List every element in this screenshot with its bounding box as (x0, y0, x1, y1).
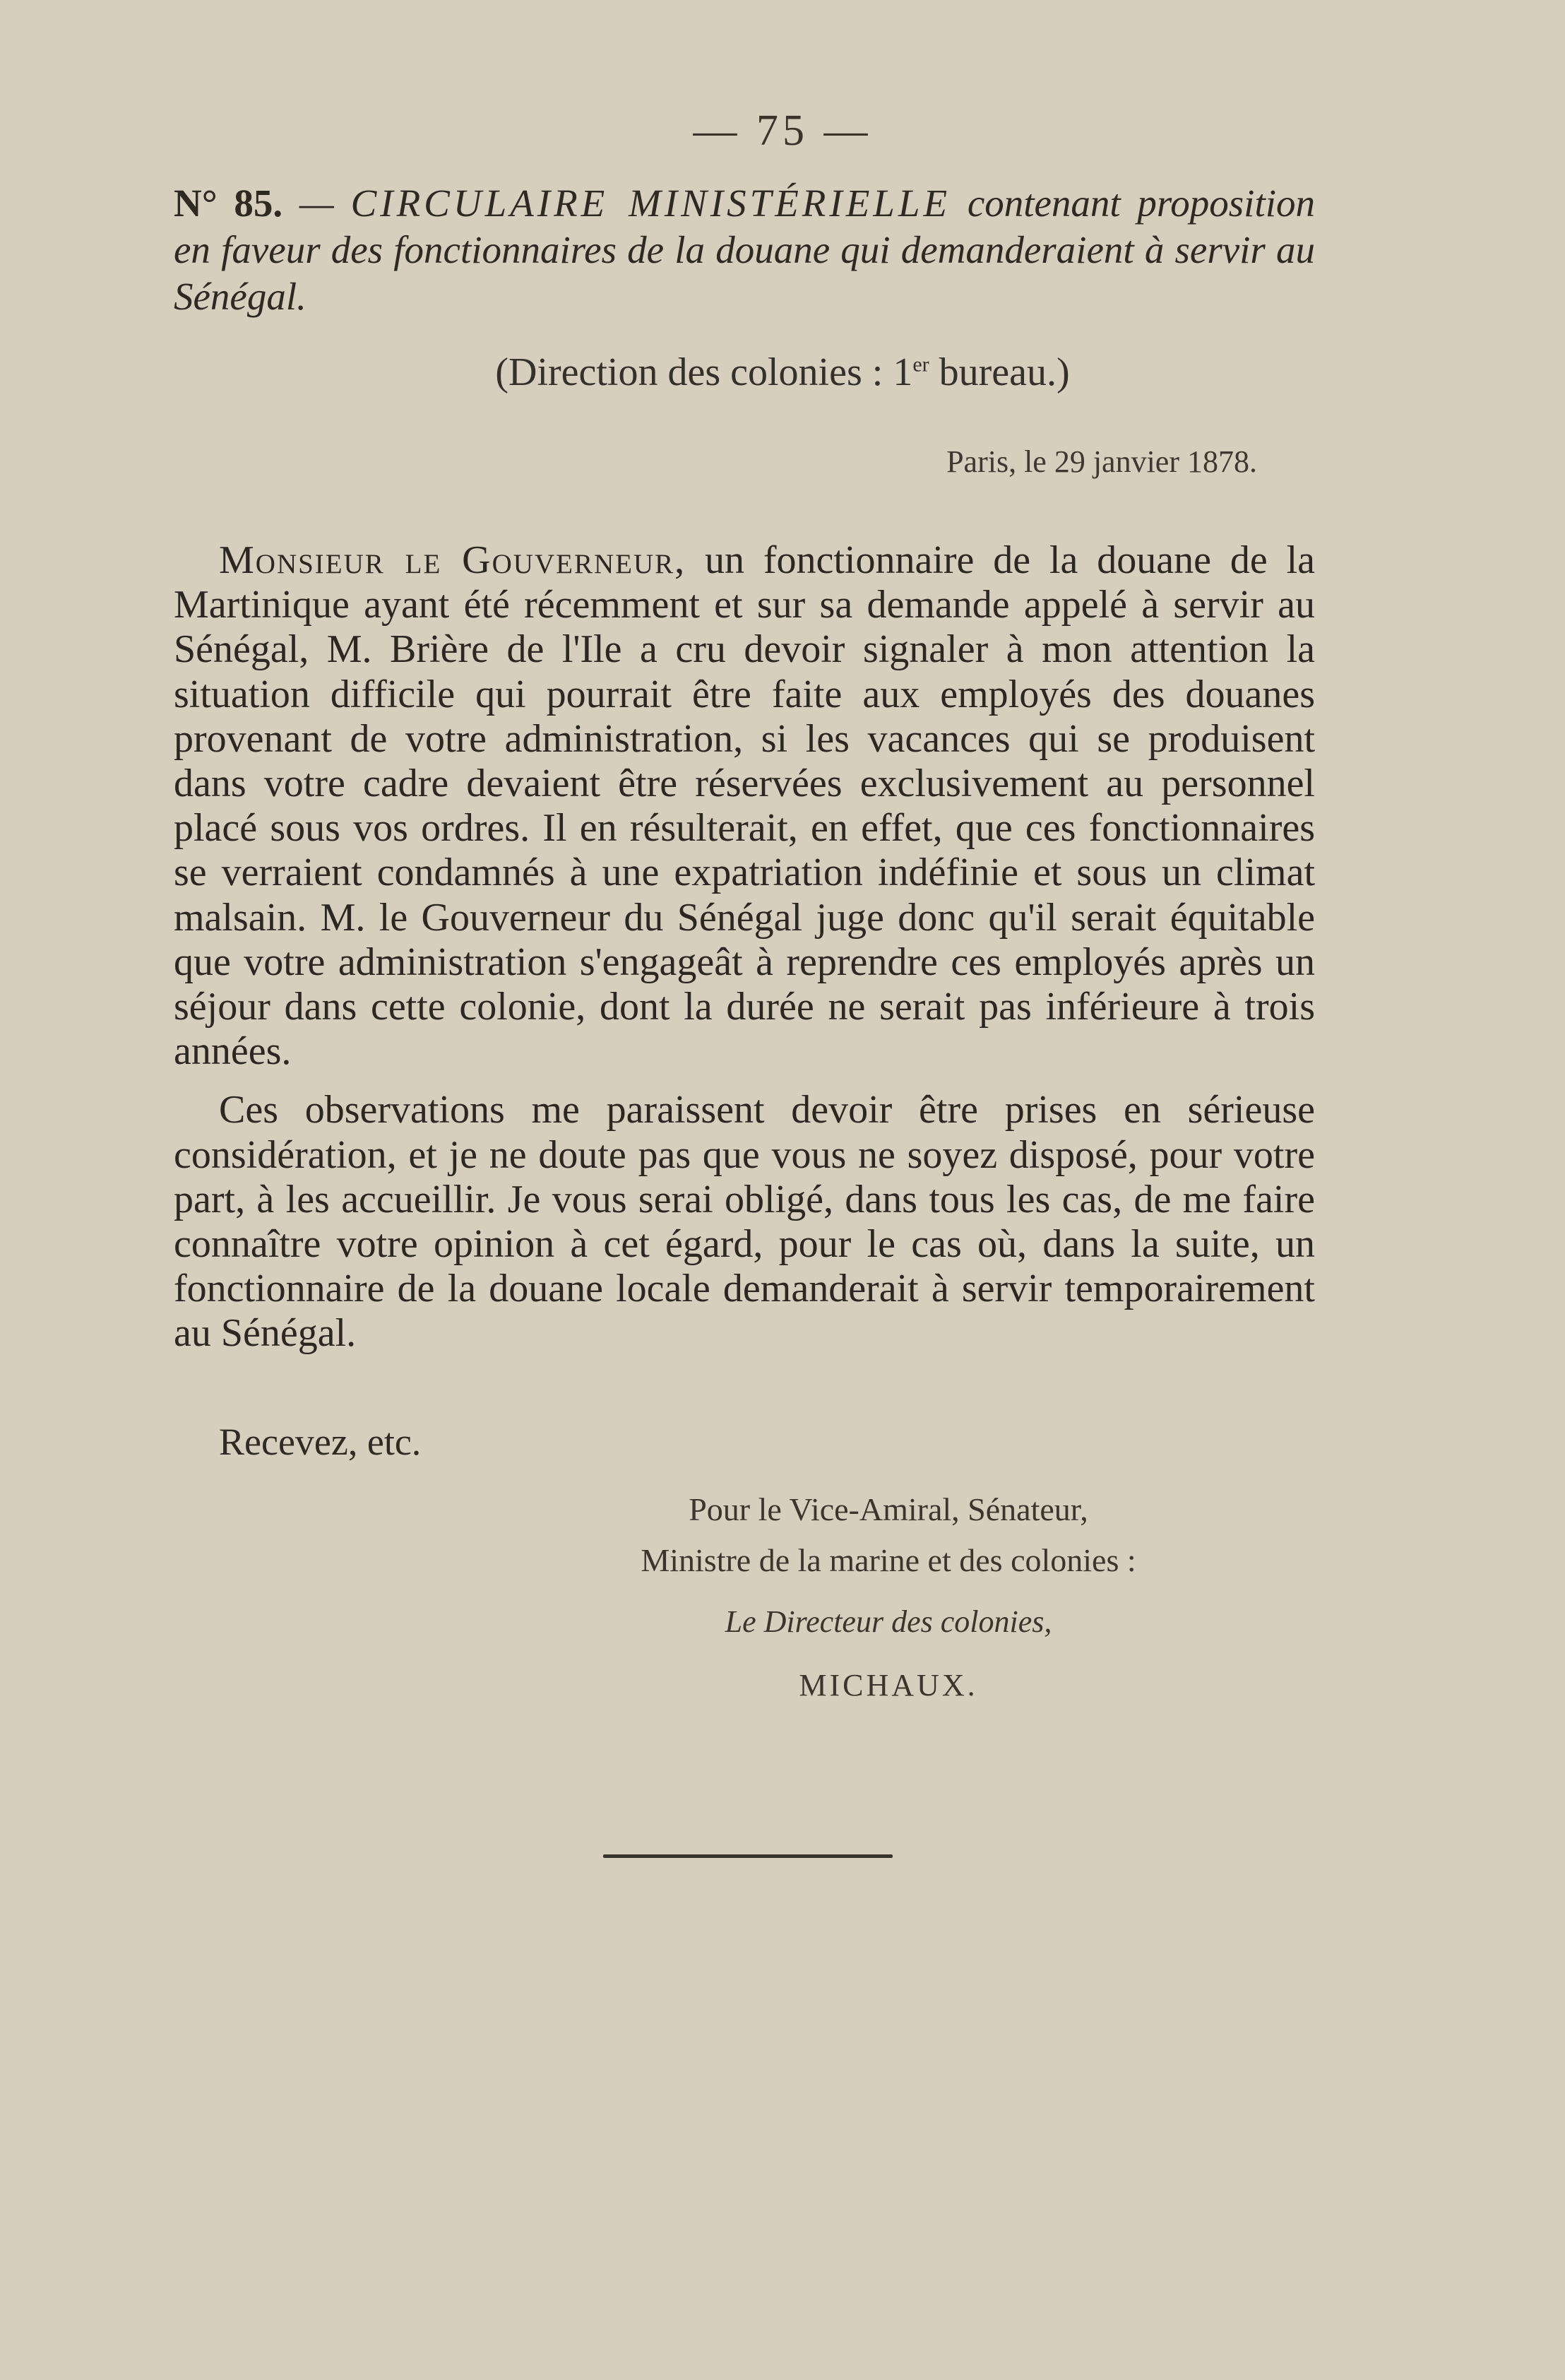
signature-name: MICHAUX. (799, 1668, 978, 1703)
paragraph-1-text: un fonctionnaire de la douane de la Martinique ayant été récemment et sur sa demande appelé à servir au Sénégal, M. Brière de l'Ile a cru devoir signaler à mon attention la situation difficile qui pourrait être faite aux employés des douanes provenant de votre administration, si les vacances qui se produisent dans votre cadre devaient être réservées exclusivement au personnel placé sous vos ordres. Il en résulterait, en effet, que ces fonctionnaires se verraient condamnés à une expatriation indéfinie et sous un climat malsain. M. le Gouverneur du Sénégal juge donc qu'il serait équitable que votre administration s'engageât à reprendre ces employés après un séjour dans cette colonie, dont la durée ne serait pas inférieure à trois années. (174, 538, 1315, 1074)
heading-dash: — (299, 182, 334, 225)
circular-title: CIRCULAIRE MINISTÉRIELLE (350, 182, 951, 225)
signature-line-2: Ministre de la marine et des colonies : (641, 1542, 1136, 1578)
salutation: Monsieur le Gouverneur, (219, 538, 686, 582)
direction-superscript: er (912, 353, 929, 377)
direction-text: (Direction des colonies : 1 (495, 350, 913, 394)
direction-text-end: bureau.) (929, 350, 1070, 394)
direction-line (0, 350, 1565, 395)
letter-body (174, 538, 1315, 1370)
signature-line-3: Le Directeur des colonies, (725, 1604, 1052, 1639)
paragraph-2: Ces observations me paraissent devoir être prises en sérieuse considération, et je ne doute pas que vous ne soyez disposé, pour votre part, à les accueillir. Je vous serai obligé, dans tous les cas, de me faire connaître votre opinion à cet égard, pour le cas où, dans la suite, un fonctionnaire de la douane locale demanderait à servir temporairement au Sénégal. (174, 1088, 1315, 1356)
paragraph-1 (174, 538, 1315, 1074)
date-line: Paris, le 29 janvier 1878. (946, 444, 1257, 479)
signature-line-1: Pour le Vice-Amiral, Sénateur, (689, 1491, 1088, 1527)
circular-number: N° 85. (174, 182, 283, 225)
end-rule-divider (603, 1854, 893, 1858)
circular-heading (174, 180, 1315, 320)
page-number: — 75 — (693, 107, 872, 155)
circular-subject: contenant proposition en faveur des fonctionnaires de la douane qui demanderaient à servir au Sénégal. (174, 182, 1316, 318)
closing-line: Recevez, etc. (219, 1421, 422, 1463)
